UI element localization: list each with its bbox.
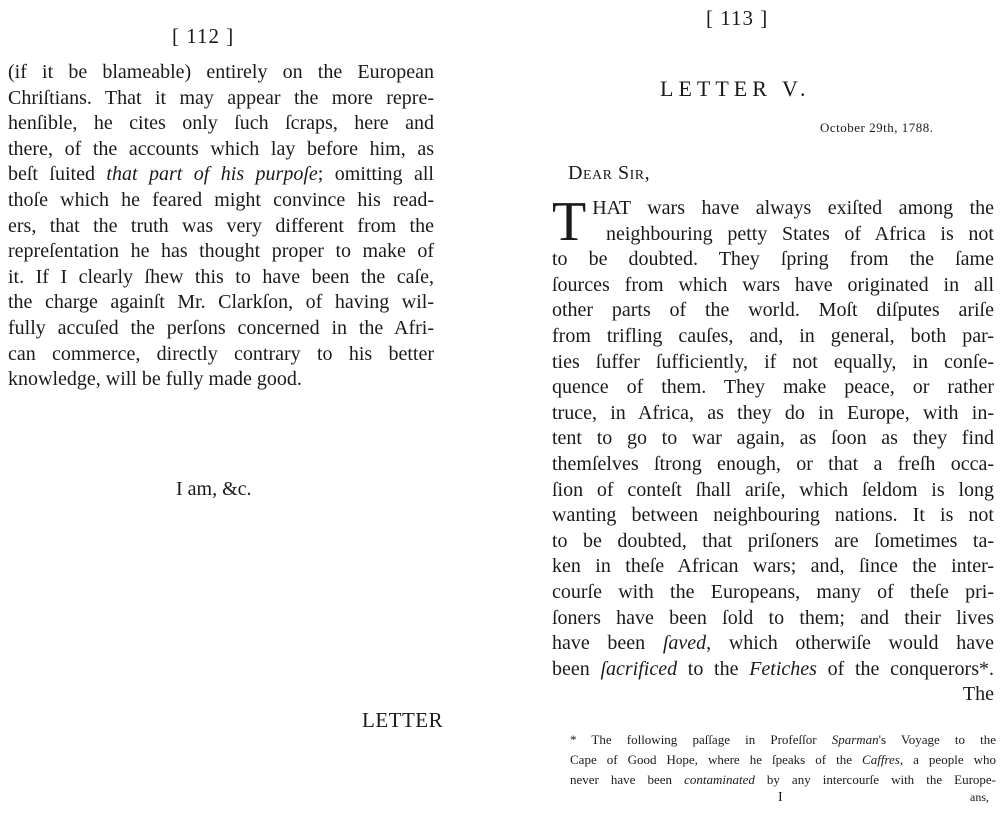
text-line: henſible, he cites only ſuch ſcraps, here and: [8, 112, 434, 135]
letter-title: LETTER V.: [660, 76, 811, 101]
text-line: have been ſaved, which otherwiſe would have: [552, 632, 994, 655]
text-line: there, of the accounts which lay before him, as: [8, 137, 434, 160]
left-page: [0, 0, 470, 815]
catchword: LETTER: [362, 708, 444, 732]
page-number: [ 112 ]: [172, 24, 235, 48]
salutation: Dear Sir,: [568, 162, 651, 184]
text-line: ſion of conteſt ſhall ariſe, which ſeldom is long: [552, 478, 994, 501]
text-line: tent to go to war again, as ſoon as they find: [552, 427, 994, 450]
footnote-line: Cape of Good Hope, where he ſpeaks of the Caffres, a people who: [570, 752, 997, 767]
text-line: other parts of the world. Moſt diſputes ariſe: [552, 299, 994, 322]
text-line: it. If I clearly ſhew this to have been the caſe,: [8, 265, 434, 288]
drop-cap: T: [552, 191, 587, 253]
text-line: ſources from which wars have originated in all: [552, 273, 994, 296]
text-line: neighbouring petty States of Africa is not: [606, 222, 994, 245]
text-line: courſe with the Europeans, many of theſe pri-: [552, 580, 994, 603]
text-line: ties ſuffer ſufficiently, if not equally, in conſe-: [552, 350, 994, 373]
catchword: The: [962, 683, 994, 706]
text-line: (if it be blameable) entirely on the European: [8, 61, 434, 83]
text-line: can commerce, directly contrary to his better: [8, 342, 434, 365]
text-line: ers, that the truth was very different from the: [8, 214, 434, 237]
text-line: knowledge, will be fully made good.: [8, 368, 302, 391]
body-text: [552, 191, 994, 708]
text-line: to be doubted, that priſoners are ſometimes ta-: [552, 529, 994, 552]
text-line: HAT wars have always exiſted among the: [592, 197, 994, 219]
footnote-line: * The following paſſage in Profeſſor Sparman's Voyage to the: [570, 732, 996, 747]
text-line: from trifling cauſes, and, in general, both par-: [552, 324, 994, 347]
text-line: ſoners have been ſold to them; and their lives: [552, 606, 994, 629]
page-number: [ 113 ]: [706, 6, 769, 30]
text-line: the charge againſt Mr. Clarkſon, of having wil-: [8, 291, 434, 314]
text-line: to be doubted. They ſpring from the ſame: [552, 248, 994, 271]
text-line: repreſentation he has thought proper to make of: [8, 240, 434, 263]
text-line: Chriſtians. That it may appear the more repre-: [8, 86, 434, 109]
text-line: beſt ſuited that part of his purpoſe; omitting all: [8, 163, 434, 186]
letter-date: October 29th, 1788.: [820, 120, 934, 135]
right-page: [530, 0, 1000, 815]
text-line: thoſe which he feared might convince his read-: [8, 188, 434, 211]
text-line: ken in theſe African wars; and, ſince the inter-: [552, 555, 994, 578]
footnote-line: never have been contaminated by any intercourſe with the Europe-: [570, 772, 997, 787]
text-line: quence of them. They make peace, or rather: [552, 376, 994, 399]
text-line: wanting between neighbouring nations. It is not: [552, 504, 994, 527]
text-line: truce, in Africa, as they do in Europe, with in-: [552, 401, 994, 424]
closing: I am, &c.: [176, 478, 252, 500]
text-line: been ſacrificed to the Fetiches of the conquerors*.: [552, 657, 994, 680]
text-line: fully accuſed the perſons concerned in the Afri-: [8, 316, 434, 339]
footnote: [570, 730, 996, 790]
text-line: themſelves ſtrong enough, or that a freſh occa-: [552, 452, 994, 475]
signature-mark: I: [778, 790, 783, 805]
body-text: [8, 60, 434, 393]
footnote-catchword: ans,: [970, 790, 989, 804]
